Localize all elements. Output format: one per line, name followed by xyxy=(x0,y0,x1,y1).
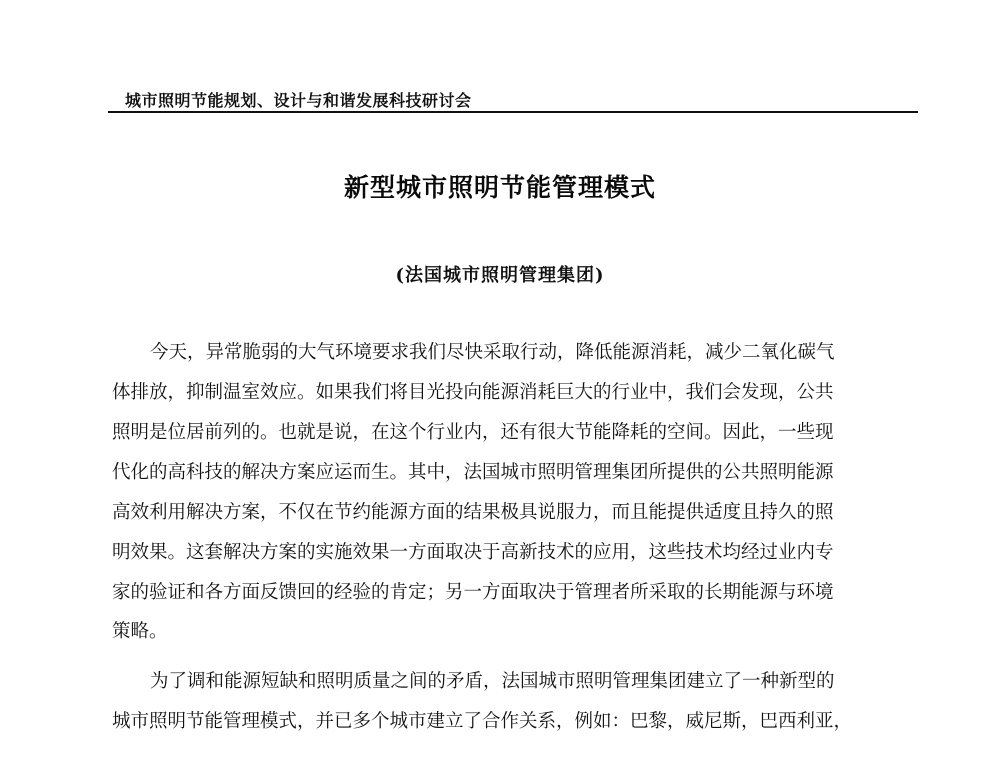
body-line: 体排放，抑制温室效应。如果我们将目光投向能源消耗巨大的行业中，我们会发现，公共 xyxy=(112,382,834,403)
running-header: 城市照明节能规划、设计与和谐发展科技研讨会 xyxy=(125,91,472,110)
body-line: 家的验证和各方面反馈回的经验的肯定；另一方面取决于管理者所采取的长期能源与环境 xyxy=(112,582,834,603)
article-title: 新型城市照明节能管理模式 xyxy=(343,173,656,202)
body-line: 策略。 xyxy=(112,621,168,642)
article-affiliation: (法国城市照明管理集团) xyxy=(395,265,605,286)
body-line: 高效利用解决方案，不仅在节约能源方面的结果极具说服力，而且能提供适度且持久的照 xyxy=(112,502,834,523)
body-line: 代化的高科技的解决方案应运而生。其中，法国城市照明管理集团所提供的公共照明能源 xyxy=(112,462,834,483)
body-line: 今天，异常脆弱的大气环境要求我们尽快采取行动，降低能源消耗，减少二氧化碳气 xyxy=(150,342,835,363)
body-line: 照明是位居前列的。也就是说，在这个行业内，还有很大节能降耗的空间。因此，一些现 xyxy=(112,422,834,443)
body-line: 为了调和能源短缺和照明质量之间的矛盾，法国城市照明管理集团建立了一种新型的 xyxy=(150,671,835,692)
body-line: 明效果。这套解决方案的实施效果一方面取决于高新技术的应用，这些技术均经过业内专 xyxy=(112,542,834,563)
body-line: 城市照明节能管理模式，并已多个城市建立了合作关系，例如：巴黎，威尼斯，巴西利亚， xyxy=(112,711,853,732)
header-rule xyxy=(108,111,918,113)
